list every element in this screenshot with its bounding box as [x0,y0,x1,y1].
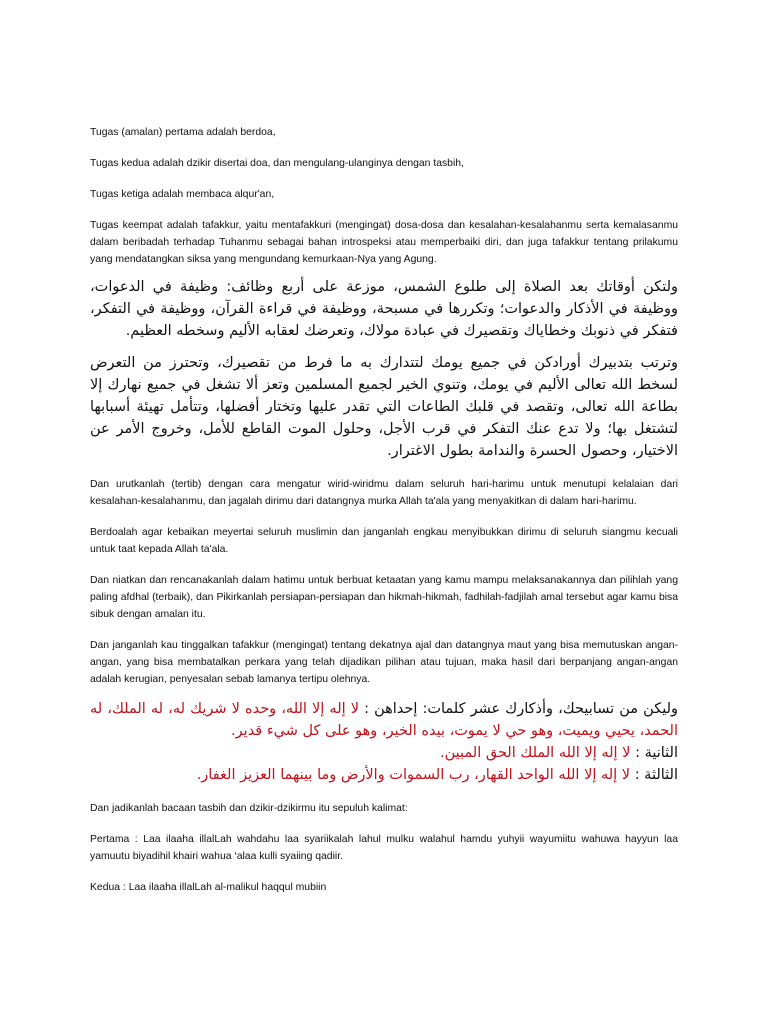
paragraph-11: Kedua : Laa ilaaha illalLah al-malikul haqqul mubiin [90,882,327,893]
arabic-dhikr-1-lead: وليكن من تسابيحك، وأذكارك عشر كلمات: إحداهن : [364,701,679,717]
paragraph-5: Dan urutkanlah (tertib) dengan cara mengatur wirid-wiridmu dalam seluruh hari-harimu untuk menutupi kelalaian dari kesalahan-kesalahanmu, dan jagalah dirimu dari datangnya murka Allah ta'ala yang menyakitkan di dalam hari-harimu. [90,479,678,507]
arabic-dhikr-3 [90,764,678,786]
arabic-dhikr-3-text: لا إله إلا الله الواحد القهار، رب السموات والأرض وما بينهما العزيز الغفار. [196,767,631,783]
paragraph-9: Dan jadikanlah bacaan tasbih dan dzikir-dzikirmu itu sepuluh kalimat: [90,803,408,814]
paragraph-1: Tugas (amalan) pertama adalah berdoa, [90,127,276,138]
paragraph-7: Dan niatkan dan rencanakanlah dalam hatimu untuk berbuat ketaatan yang kamu mampu melaksanakannya dan pilihlah yang paling afdhal (terbaik), dan Pikirkanlah persiapan-persiapan dan hikmah-hikmah, fadhilah-fadjilah amal tersebut agar kamu bisa sibuk dengan amalan itu. [90,575,678,620]
arabic-dhikr-1-text: لا إله إلا الله، وحده لا شريك له، له الملك، له الحمد، يحيي ويميت، وهو حي لا يموت، بيده الخير، وهو على كل شيء قدير. [90,701,678,739]
arabic-paragraph-2: وترتب بتدبيرك أورادكن في جميع يومك لتتدارك به ما فرط من تقصيرك، وتحترز من التعرض لسخط الله تعالى الأليم في يومك، وتنوي الخير لجميع المسلمين وتعز ألا تشغل في جميع نهارك إلا بطاعة الله تعالى، وتقصد في قلبك الطاعات التي تقدر عليها وتختار أفضلها، وتتأمل تهيئة أسبابها لتشتغل بها؛ ولا تدع عنك التفكر في قرب الأجل، وحلول الموت القاطع للأمل، وخروج الأمر عن الاختيار، وحصول الحسرة والندامة بطول الاغترار. [90,355,678,459]
arabic-paragraph-1: ولتكن أوقاتك بعد الصلاة إلى طلوع الشمس، موزعة على أربع وظائف: وظيفة في الدعوات، ووظيفة في الأذكار والدعوات؛ وتكررها في مسبحة، ووظيفة في قراءة القرآن، ووظيفة في التفكر، فتفكر في ذنوبك وخطاياك وتقصيرك في عبادة مولاك، وتعرضك لعقابه الأليم وسخطه العظيم. [90,279,678,339]
paragraph-4: Tugas keempat adalah tafakkur, yaitu mentafakkuri (mengingat) dosa-dosa dan kesalahan-kesalahanmu serta kemalasanmu dalam beribadah terhadap Tuhanmu sebagai bahan introspeksi atau memperbaiki diri, dan juga tafakkur tentang prilakumu yang mendatangkan siksa yang mengundang kemurkaan-Nya yang Agung. [90,220,678,265]
arabic-dhikr-2-text: لا إله إلا الله الملك الحق المبين. [440,745,631,761]
paragraph-3: Tugas ketiga adalah membaca alqur'an, [90,189,275,200]
paragraph-10: Pertama : Laa ilaaha illalLah wahdahu laa syariikalah lahul mulku walahul hamdu yuhyii wayumiitu wahuwa hayyun laa yamuutu biyadihil khairi wahua ‘alaa kulli syaiing qadiir. [90,834,678,862]
arabic-dhikr-1 [90,698,678,742]
arabic-dhikr-2-lead: الثانية : [635,745,678,761]
paragraph-8: Dan janganlah kau tinggalkan tafakkur (mengingat) tentang dekatnya ajal dan datangnya maut yang bisa memutuskan angan-angan, yang bisa membatalkan perkara yang telah dijadikan pilihan atau tujuan, maka hasil dari berpanjang angan-angan adalah kerugian, penyesalan sebab lamanya tertipu olehnya. [90,640,678,685]
arabic-dhikr-2 [90,742,678,764]
arabic-dhikr-3-lead: الثالثة : [634,767,678,783]
paragraph-6: Berdoalah agar kebaikan meyertai seluruh muslimin dan janganlah engkau menyibukkan dirimu di seluruh siangmu kecuali untuk taat kepada Allah ta'ala. [90,527,678,555]
paragraph-2: Tugas kedua adalah dzikir disertai doa, dan mengulang-ulanginya dengan tasbih, [90,158,464,169]
